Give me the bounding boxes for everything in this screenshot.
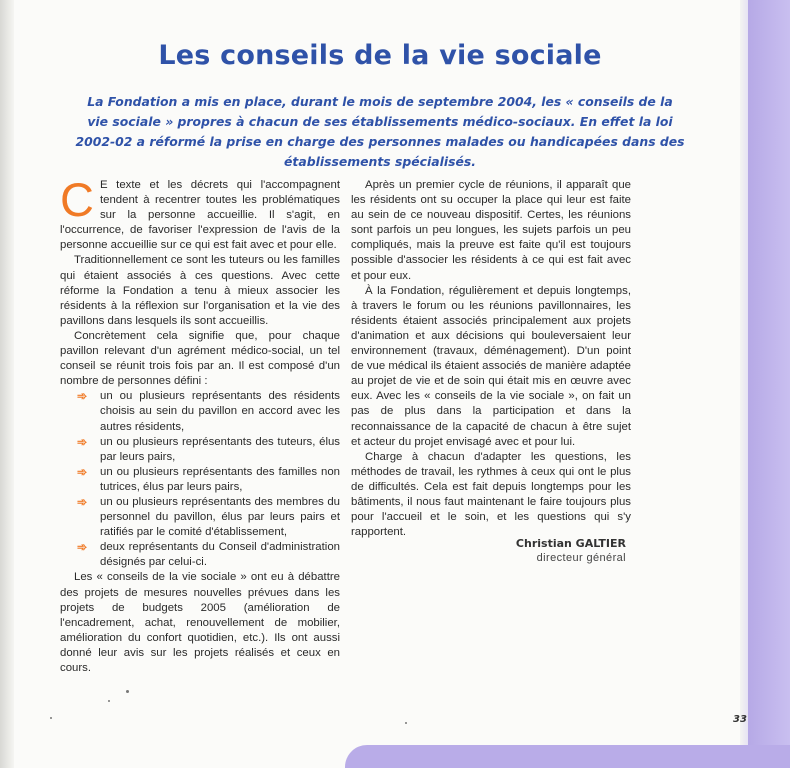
left-paragraph-2: Traditionnellement ce sont les tuteurs ou les familles qui étaient associés à ces questions. Avec cette réforme la Fondation a tenu à mieux associer les résidents à la réflexion sur l'organisation et la vie des pavillons dans lesquels ils sont accueillis. [60,254,340,327]
lavender-side-stripe [748,0,790,768]
lavender-bottom-band [345,745,790,768]
representatives-list [60,389,340,570]
list-item: ➾ un ou plusieurs représentants des résidents choisis au sein du pavillon en accord avec les autres résidents, [77,389,340,433]
arrow-right-icon: ➾ [77,389,88,404]
left-column [60,173,340,676]
page-gutter-shadow [0,0,14,768]
list-item: ➾ un ou plusieurs représentants des tuteurs, élus par leurs pairs, [77,434,340,463]
left-paragraph-1-text: E texte et les décrets qui l'accompagnent tendent à recentrer toutes les problématiques sur la personne accueillie. Il s'agit, en l'occurrence, de favoriser l'expression de l'avis de la personne accueillie sur ce qui est fait avec et pour elle. [60,179,340,252]
right-column [351,178,631,540]
scan-speck [108,700,110,702]
right-paragraph-2: À la Fondation, régulièrement et depuis longtemps, à travers le forum ou les réunions pavillonnaires, les résidents étaient associés principalement aux projets d'animation et aux décisions qui bouleversaient leur environnement (travaux, déménagement). D'un point de vue médical ils étaient associés de manière adaptée au projet de vie et de soin qui était mis en œuvre avec eux. Avec les « conseils de la vie sociale », on fait un pas de plus dans la participation et dans la reconnaissance de la capacité de chacun à être sujet et acteur du projet envisagé avec et pour lui. [351,284,631,448]
scan-speck [405,722,407,724]
arrow-right-icon: ➾ [77,464,88,479]
arrow-right-icon: ➾ [77,434,88,449]
signature-name: Christian GALTIER [515,537,626,550]
arrow-right-icon: ➾ [77,494,88,509]
page-number: 33 [733,714,747,725]
list-item: ➾ un ou plusieurs représentants des familles non tutrices, élus par leurs pairs, [77,464,340,493]
right-paragraph-1: Après un premier cycle de réunions, il apparaît que les résidents ont su occuper la place qui leur est faite au sein de ce nouveau dispositif. Certes, les réunions sont parfois un peu longues, les sujets parfois un peu compliqués, mais la preuve est faite qu'il est toujours possible d'associer les résidents à ce qui est fait avec et pour eux. [351,179,631,282]
page-edge-gradient [740,0,748,768]
signature-role: directeur général [536,552,626,564]
list-item: ➾ deux représentants du Conseil d'administration désignés par celui-ci. [77,540,340,569]
left-paragraph-1 [60,173,340,253]
drop-cap: C [60,173,94,226]
signature-block [500,536,626,566]
right-paragraph-3: Charge à chacun d'adapter les questions, les méthodes de travail, les rythmes à ceux qui ont le plus de difficultés. Cela est fait depuis longtemps pour les bâtiments, il nous faut maintenant le faire toujours plus pour l'accueil et le soin, et les questions qui s'y rapportent. [351,450,631,539]
list-item: ➾ un ou plusieurs représentants des membres du personnel du pavillon, élus par leurs pairs et ratifiés par le comité d'établissement, [77,494,340,539]
page-title: Les conseils de la vie sociale [158,40,602,71]
scan-speck [126,690,129,693]
arrow-right-icon: ➾ [77,540,88,555]
intro-paragraph: La Fondation a mis en place, durant le mois de septembre 2004, les « conseils de la vie sociale » propres à chacun de ses établissements médico-sociaux. En effet la loi 2002-02 a réformé la prise en charge des personnes malades ou handicapées dans des établissements spécialisés. [75,94,685,169]
left-paragraph-3: Concrètement cela signifie que, pour chaque pavillon relevant d'un agrément médico-social, un tel conseil se réunit trois fois par an. Il est composé d'un nombre de personnes défini : [60,329,340,388]
scan-speck [50,717,52,719]
left-paragraph-4: Les « conseils de la vie sociale » ont eu à débattre des projets de mesures nouvelles prévues dans les projets de budgets 2005 (amélioration de l'encadrement, achat, renouvellement de mobilier, amélioration du confort quotidien, etc.). Ils ont aussi donné leur avis sur les projets réalisés et ceux en cours. [60,571,340,674]
